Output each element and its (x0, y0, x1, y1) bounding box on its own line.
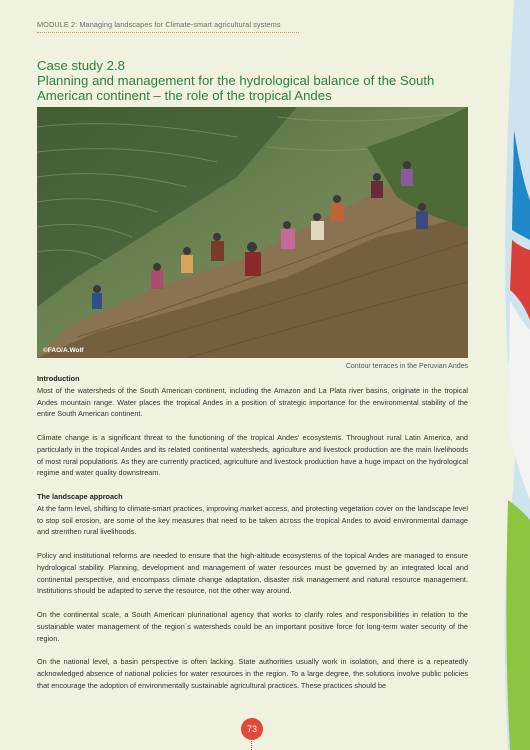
paragraph: At the farm level, shifting to climate-smart practices, improving market access, and protecting vegetation cover on the landscape level to stop soil erosion, are some of the key measures that need to be taken across the tropical Andes to avoid environmental damage and strenthen rural livelihoods. (37, 503, 468, 537)
paragraph: Most of the watersheds of the South American continent, including the Amazon and La Plata river basins, originate in the tropical Andes mountain range. Water places the tropical Andes in a position of strategic importance for the environmental stability of the entire South American continent. (37, 385, 468, 419)
photo-caption: Contour terraces in the Peruvian Andes (345, 363, 468, 370)
page-number-divider (251, 741, 252, 750)
case-study-title: Planning and management for the hydrological balance of the South American continent – the role of the tropical Andes (37, 73, 435, 103)
case-study-heading (37, 58, 477, 103)
photo-credit: ©FAO/A.Wolf (43, 347, 84, 354)
running-header: MODULE 2: Managing landscapes for Climate-smart agricultural systems (37, 20, 299, 33)
paragraph: On the national level, a basin perspective is often lacking. State authorities usually work in isolation, and there is a repeatedly acknowledged absence of national policies for water resources in the region. To a large degree, the solutions involve public policies that encourage the adoption of environmentally sustainable agricultural practices. These practices should be (37, 657, 468, 690)
decorative-edge-bands (500, 0, 530, 750)
terraces-illustration (37, 107, 468, 358)
section-heading-introduction: Introduction (37, 374, 80, 383)
article-body (37, 373, 468, 703)
paragraph: Policy and institutional reforms are needed to ensure that the high-altitude ecosystems of the topical Andes are managed to ensure hydrological stability. Planning, development and management of water resources must be governed by an integrated local and continental perspective, and encompass climate change adaptation, disaster risk management and natural resource management. Institutions should be adapted to serve the resource, not the other way around. (37, 550, 468, 596)
terraces-photo (37, 107, 468, 358)
page-number: 73 (241, 718, 263, 740)
paragraph: On the continental scale, a South American plurinational agency that works to clarify roles and responsibilities in relation to the sustainable water management of the region´s watersheds could be an important positive force for long-term water security of the region. (37, 609, 468, 643)
section-heading-landscape-approach: The landscape approach (37, 491, 123, 501)
case-study-label: Case study 2.8 (37, 58, 125, 73)
paragraph: Climate change is a significant threat to the functioning of the tropical Andes' ecosystems. Throughout rural Latin America, and particularly in the tropical Andes and its related continental watersheds, agriculture and livestock production are the main livelihoods of most rural populations. As they are currently practiced, agriculture and livestock production have a huge impact on the hydrological regime and water quality downstream. (37, 432, 468, 478)
